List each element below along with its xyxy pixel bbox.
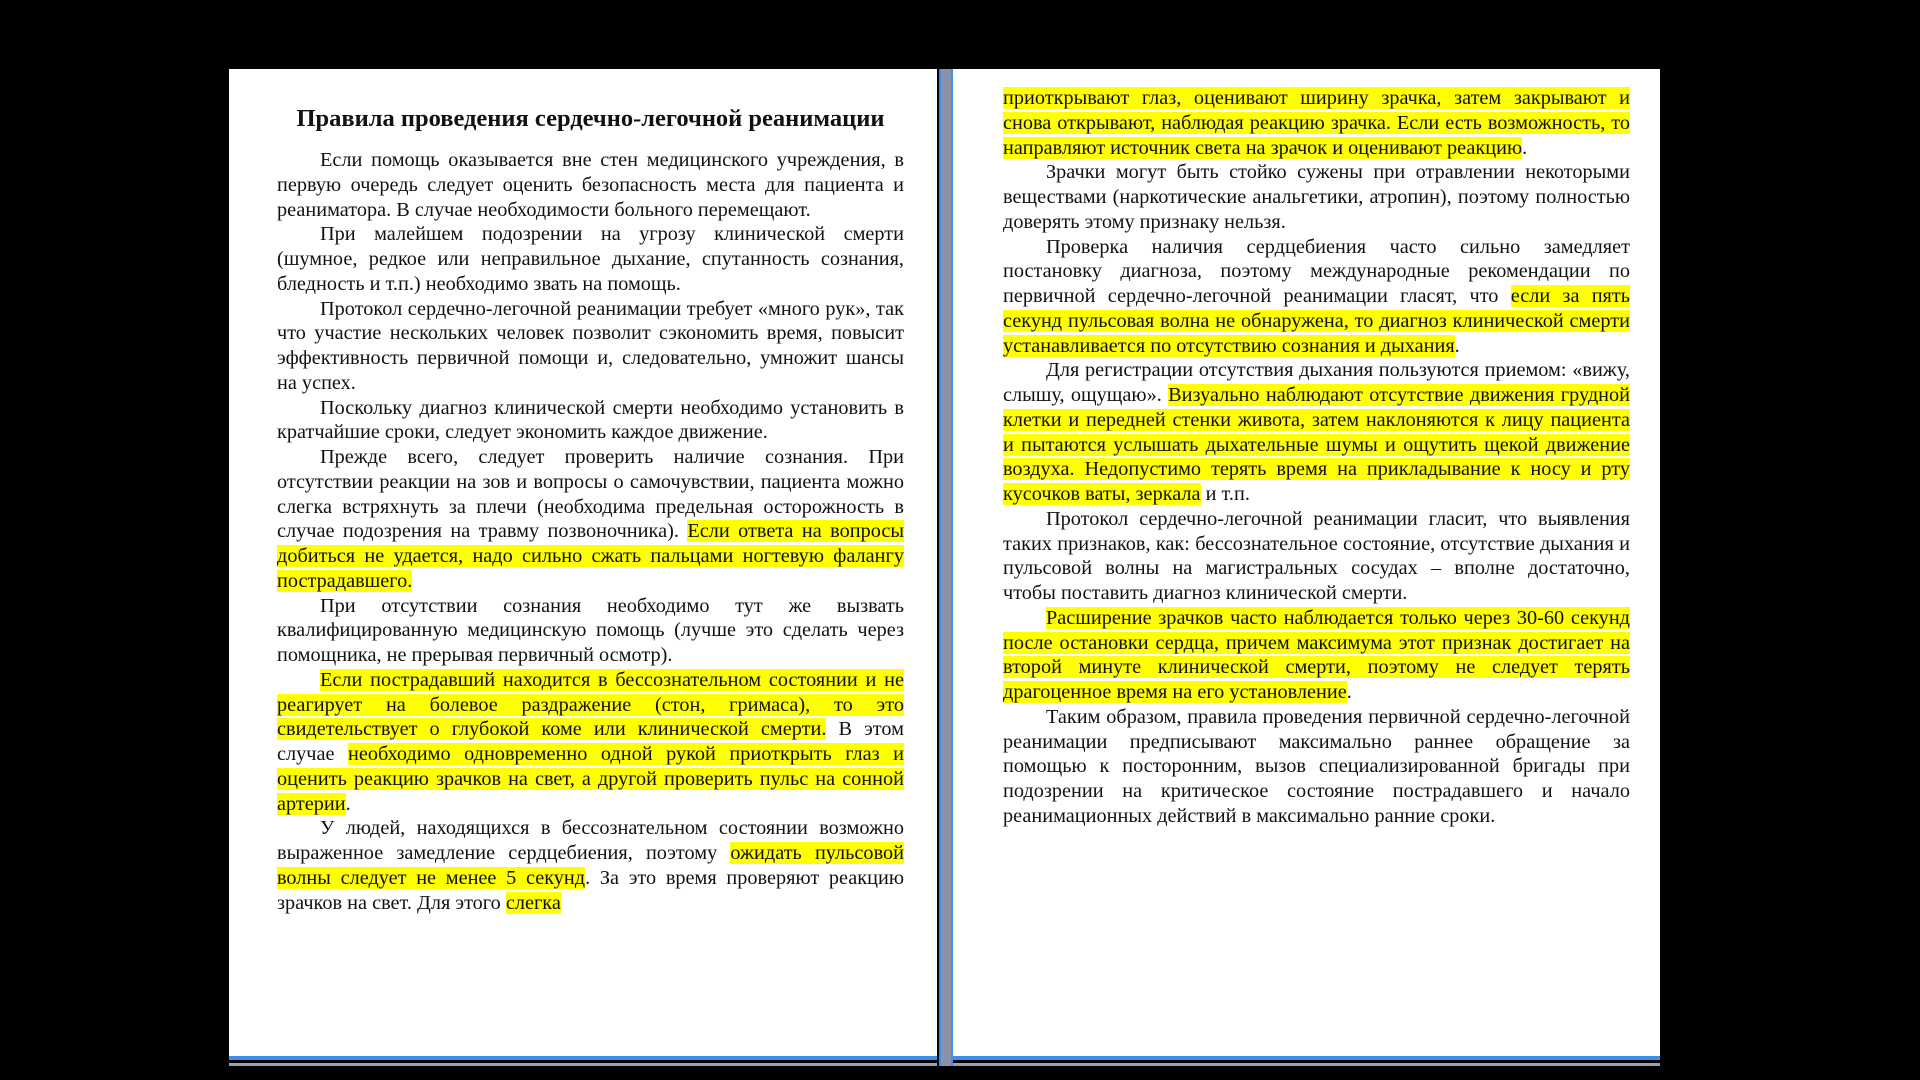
text-segment: . <box>1522 136 1528 159</box>
paragraph <box>277 396 904 446</box>
highlighted-text: приоткрывают глаз, оценивают ширину зрачка, затем закрывают и снова открывают, наблюдая реакцию зрачка. Если есть возможность, то направляют источник света на зрачок и оценивают реакцию <box>1003 87 1630 159</box>
paragraph <box>277 816 904 915</box>
text-segment: Для регистрации отсутствия дыхания пользуются приемом: «вижу, слышу, ощущаю». <box>1003 359 1630 406</box>
text-segment: Проверка наличия сердцебиения часто сильно замедляет постановку диагноза, поэтому международные рекомендации по первичной сердечно-легочной реанимации гласят, что <box>1003 235 1630 307</box>
page-text-column <box>277 69 904 915</box>
text-segment: При малейшем подозрении на угрозу клинической смерти (шумное, редкое или неправильное дыхание, спутанность сознания, бледность и т.п.) необходимо звать на помощь. <box>277 223 904 295</box>
text-segment: У людей, находящихся в бессознательном состоянии возможно выраженное замедление сердцебиения, поэтому <box>277 817 904 864</box>
paragraph <box>277 668 904 817</box>
paragraph <box>1003 358 1630 507</box>
text-segment: Если помощь оказывается вне стен медицинского учреждения, в первую очередь следует оценить безопасность места для пациента и реаниматора. В случае необходимости больного перемещают. <box>277 149 904 221</box>
document-page-left <box>229 69 937 1060</box>
text-segment: Прежде всего, следует проверить наличие сознания. При отсутствии реакции на зов и вопросы о самочувствии, пациента можно слегка встряхнуть за плечи (необходима предельная осторожность в случае подозрения на травму позвоночника). <box>277 446 904 543</box>
text-segment: При отсутствии сознания необходимо тут же вызвать квалифицированную медицинскую помощь (лучше это сделать через помощника, не прерывая первичный осмотр). <box>277 594 904 666</box>
paragraph <box>1003 86 1630 160</box>
paragraph <box>277 445 904 594</box>
page-separator <box>937 69 953 1066</box>
paragraph <box>1003 160 1630 234</box>
document-title: Правила проведения сердечно-легочной реанимации <box>296 105 885 132</box>
text-segment: и т.п. <box>1200 483 1250 505</box>
paragraph <box>277 148 904 222</box>
highlighted-text: Если пострадавший находится в бессознательном состоянии и не реагирует на болевое раздражение (стон, гримаса), то это свидетельствует о глубокой коме или клинической смерти. <box>277 668 904 741</box>
highlighted-text: ожидать пульсовой волны следует не менее 5 секунд <box>277 842 904 889</box>
text-segment: В этом случае <box>277 718 904 765</box>
highlighted-text: Если ответа на вопросы добиться не удается, надо сильно сжать пальцами ногтевую фалангу пострадавшего. <box>277 520 904 592</box>
paragraph <box>1003 606 1630 705</box>
text-segment: Протокол сердечно-легочной реанимации требует «много рук», так что участие нескольких человек позволит сэкономить время, повысит эффективность первичной помощи и, следовательно, умножит шансы на успех. <box>277 297 904 394</box>
text-segment: Таким образом, правила проведения первичной сердечно-легочной реанимации предписывают максимально раннее обращение за помощью к посторонним, вызов специализированной бригады при подозрении на критическое состояние пострадавшего и начало реанимационных действий в максимально ранние сроки. <box>1003 705 1630 827</box>
highlighted-text: слегка <box>505 891 561 914</box>
paragraph <box>277 297 904 396</box>
text-segment: Протокол сердечно-легочной реанимации гласит, что выявления таких признаков, как: бессознательное состояние, отсутствие дыхания и пульсовой волны на магистральных сосудах – вполне достаточно, чтобы поставить диагноз клинической смерти. <box>1003 507 1630 604</box>
page-shadow <box>953 1063 1660 1066</box>
highlighted-text: Расширение зрачков часто наблюдается только через 30-60 секунд после остановки сердца, причем максимума этот признак достигает на второй минуте клинической смерти, поэтому не следует терять драгоценное время на его установление <box>1003 606 1630 703</box>
text-segment: . <box>345 792 351 815</box>
highlighted-text: необходимо одновременно одной рукой приоткрыть глаз и оценить реакцию зрачков на свет, а другой проверить пульс на сонной артерии <box>277 743 904 815</box>
text-segment: . <box>1346 681 1352 703</box>
paragraph-list <box>1003 86 1630 829</box>
text-segment: Поскольку диагноз клинической смерти необходимо установить в кратчайшие сроки, следует экономить каждое движение. <box>277 396 904 444</box>
paragraph <box>1003 235 1630 359</box>
paragraph <box>1003 705 1630 829</box>
paragraph <box>277 222 904 296</box>
paragraph <box>1003 507 1630 606</box>
text-segment: . За это время проверяют реакцию зрачков на свет. Для этого <box>277 866 905 914</box>
text-segment: Зрачки могут быть стойко сужены при отравлении некоторыми веществами (наркотические анальгетики, атропин), поэтому полностью доверять этому признаку нельзя. <box>1003 161 1630 233</box>
text-segment: . <box>1454 334 1460 357</box>
paragraph-list <box>277 148 904 915</box>
paragraph <box>277 594 904 668</box>
highlighted-text: если за пять секунд пульсовая волна не обнаружена, то диагноз клинической смерти устанавливается по отсутствию сознания и дыхания <box>1003 285 1630 357</box>
highlighted-text: Визуально наблюдают отсутствие движения грудной клетки и передней стенки живота, затем наклоняются к лицу пациента и пытаются услышать дыхательные шумы и ощутить щекой движение воздуха. Недопустимо терять время на прикладывание к носу и рту кусочков ваты, зеркала <box>1003 384 1630 505</box>
page-text-column <box>1003 86 1630 829</box>
document-page-right <box>953 69 1660 1060</box>
page-shadow <box>229 1063 937 1066</box>
